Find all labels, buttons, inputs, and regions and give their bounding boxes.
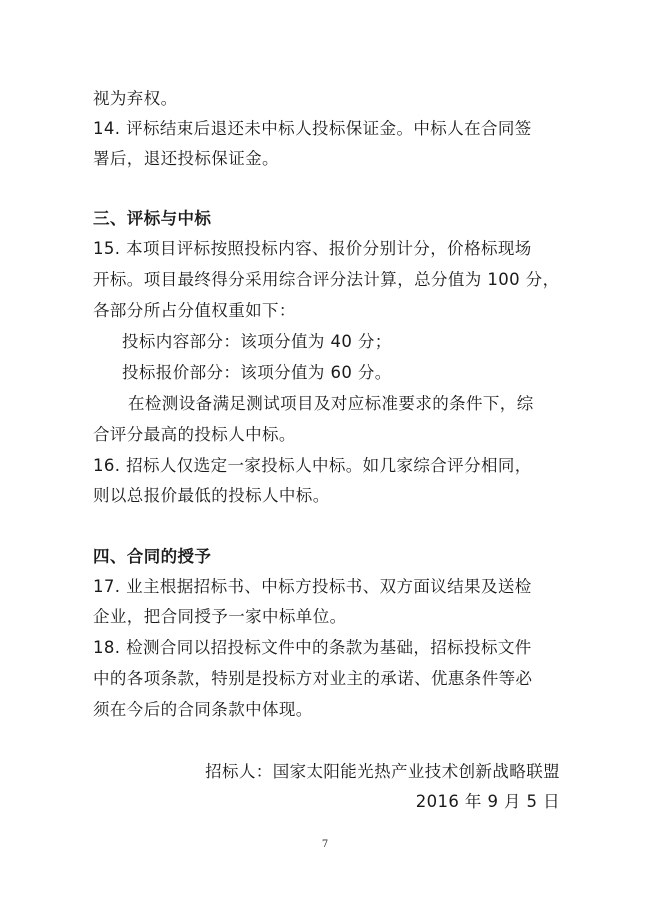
text-line: 合评分最高的投标人中标。 (93, 425, 296, 444)
issue-date: 2016 年 9 月 5 日 (415, 792, 560, 811)
text-line: 中的各项条款，特别是投标方对业主的承诺、优惠条件等必 (93, 669, 533, 688)
clause-16: 16. 招标人仅选定一家投标人中标。如几家综合评分相同， (93, 456, 532, 475)
text-line: 则以总报价最低的投标人中标。 (93, 486, 330, 505)
page-number: 7 (321, 839, 329, 850)
text-line: 各部分所占分值权重如下： (93, 301, 296, 320)
clause-14: 14. 评标结束后退还未中标人投标保证金。中标人在合同签 (93, 119, 532, 138)
clause-17: 17. 业主根据招标书、中标方投标书、双方面议结果及送检 (93, 577, 532, 596)
weight-item-price: 投标报价部分：该项分值为 60 分。 (122, 363, 392, 382)
section-heading-3: 三、评标与中标 (93, 209, 212, 228)
weight-item-content: 投标内容部分：该项分值为 40 分； (122, 332, 392, 351)
issuer-signature: 招标人：国家太阳能光热产业技术创新战略联盟 (205, 762, 560, 781)
text-line: 视为弃权。 (93, 89, 178, 108)
text-line: 在检测设备满足测试项目及对应标准要求的条件下，综 (128, 394, 534, 413)
text-line: 企业，把合同授予一家中标单位。 (93, 607, 347, 626)
section-heading-4: 四、合同的授予 (93, 547, 212, 566)
clause-15: 15. 本项目评标按照投标内容、报价分别计分，价格标现场 (93, 239, 532, 258)
text-line: 署后，退还投标保证金。 (93, 149, 279, 168)
clause-18: 18. 检测合同以招投标文件中的条款为基础，招标投标文件 (93, 638, 532, 657)
text-line: 开标。项目最终得分采用综合评分法计算，总分值为 100 分， (93, 270, 560, 289)
text-line: 须在今后的合同条款中体现。 (93, 700, 313, 719)
